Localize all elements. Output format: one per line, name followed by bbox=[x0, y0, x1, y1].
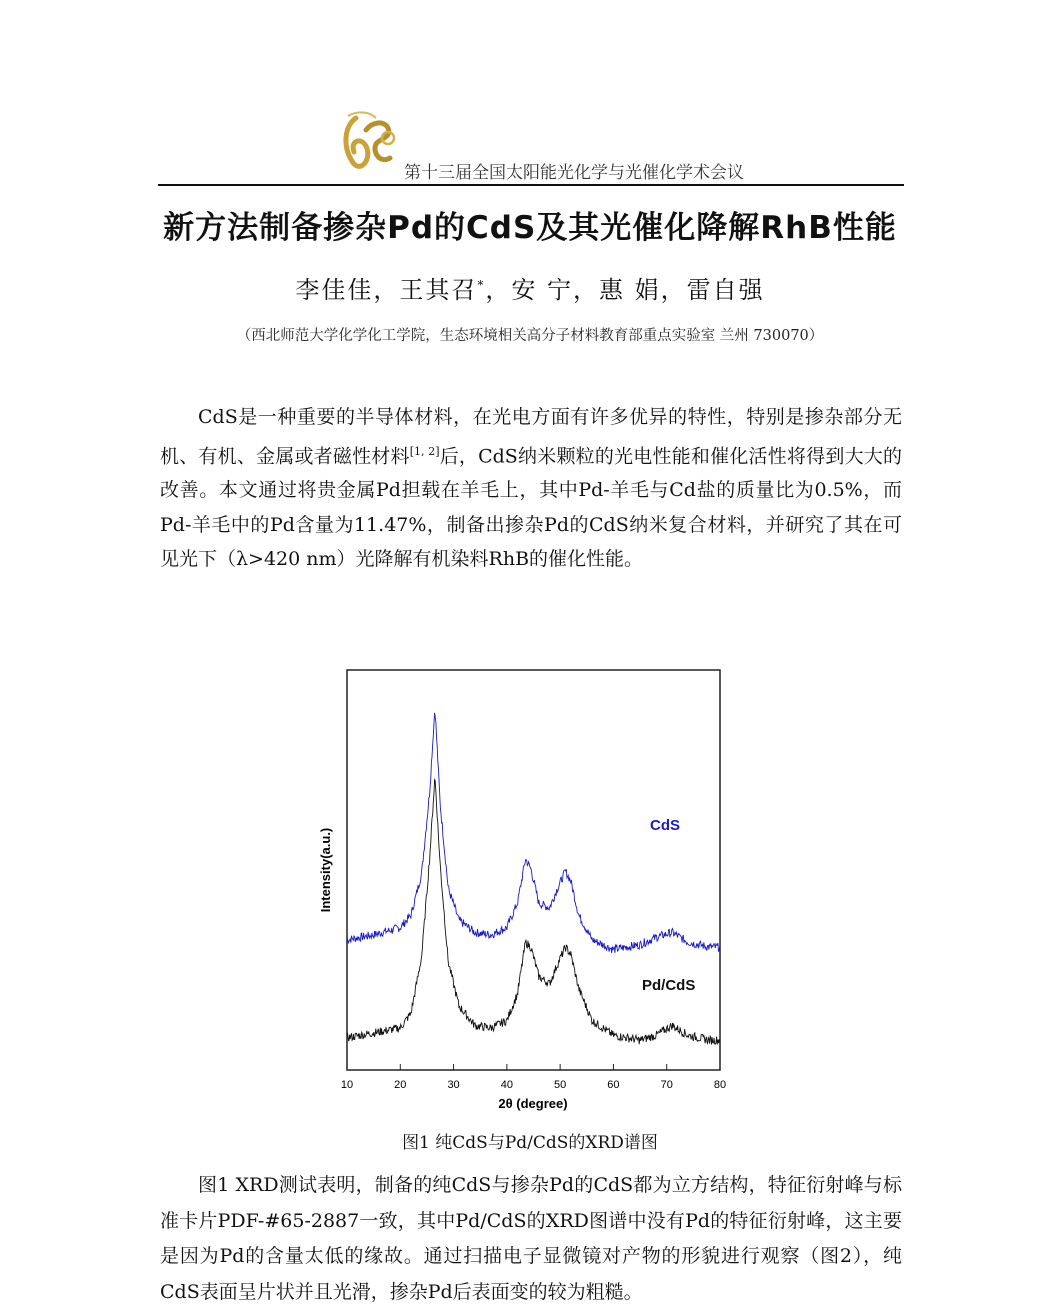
paragraph1-part2: 后，CdS纳米颗粒的光电性能和催化活性将得到大大的改善。本文通过将贵金属Pd担载在羊毛上，其中Pd-羊毛与Cd盐的质量比为0.5%，而Pd-羊毛中的Pd含量为11.47%，制备出掺杂Pd的CdS纳米复合材料，并研究了其在可见光下（λ>420 nm）光降解有机染料RhB的催化性能。 bbox=[160, 444, 902, 571]
series-group bbox=[347, 713, 720, 1045]
x-tick-label: 10 bbox=[340, 1079, 354, 1091]
conference-header: 第十三届全国太阳能光化学与光催化学术会议 bbox=[404, 163, 744, 183]
plot-frame bbox=[347, 670, 720, 1070]
author-list bbox=[0, 270, 1060, 305]
x-tick-label: 30 bbox=[447, 1079, 460, 1091]
legend-cds: CdS bbox=[650, 817, 680, 834]
y-axis-label: Intensity(a.u.) bbox=[318, 827, 333, 913]
paragraph1-part1: CdS是一种重要的半导体材料，在光电方面有许多优异的特性，特别是掺杂部分无机、有机、金属或者磁性材料 bbox=[160, 406, 902, 467]
x-tick-label: 80 bbox=[713, 1079, 727, 1091]
legend-pdcds: Pd/CdS bbox=[642, 977, 696, 994]
corresponding-mark: * bbox=[477, 278, 486, 292]
anniversary-logo bbox=[336, 108, 400, 174]
header-rule bbox=[158, 184, 904, 186]
x-tick-label: 50 bbox=[554, 1079, 567, 1091]
figure-caption: 图1 纯CdS与Pd/CdS的XRD谱图 bbox=[402, 1133, 658, 1153]
results-paragraph: 图1 XRD测试表明，制备的纯CdS与掺杂Pd的CdS都为立方结构，特征衍射峰与标准卡片PDF-#65-2887一致，其中Pd/CdS的XRD图谱中没有Pd的特征衍射峰，这主要是因为Pd的含量太低的缘故。通过扫描电子显微镜对产物的形貌进行观察（图2），纯CdS表面呈片状并且光滑，掺杂Pd后表面变的较为粗糙。 bbox=[160, 1174, 902, 1303]
paper-title: 新方法制备掺杂Pd的CdS及其光催化降解RhB性能 bbox=[163, 210, 897, 246]
citation-ref: [1, 2] bbox=[409, 444, 440, 458]
x-axis-label: 2θ (degree) bbox=[498, 1096, 568, 1111]
xrd-chart bbox=[310, 660, 740, 1120]
x-tick-label: 20 bbox=[394, 1079, 407, 1091]
x-axis-ticks bbox=[341, 1064, 726, 1091]
abstract-paragraph bbox=[160, 400, 902, 577]
authors-first: 李佳佳，王其召 bbox=[295, 276, 478, 304]
authors-rest: ，安 宁，惠 娟，雷自强 bbox=[485, 276, 765, 304]
x-tick-label: 70 bbox=[660, 1079, 673, 1091]
affiliation: （西北师范大学化学化工学院，生态环境相关高分子材料教育部重点实验室 兰州 730070） bbox=[236, 328, 824, 344]
x-tick-label: 60 bbox=[607, 1079, 620, 1091]
x-tick-label: 40 bbox=[500, 1079, 513, 1091]
